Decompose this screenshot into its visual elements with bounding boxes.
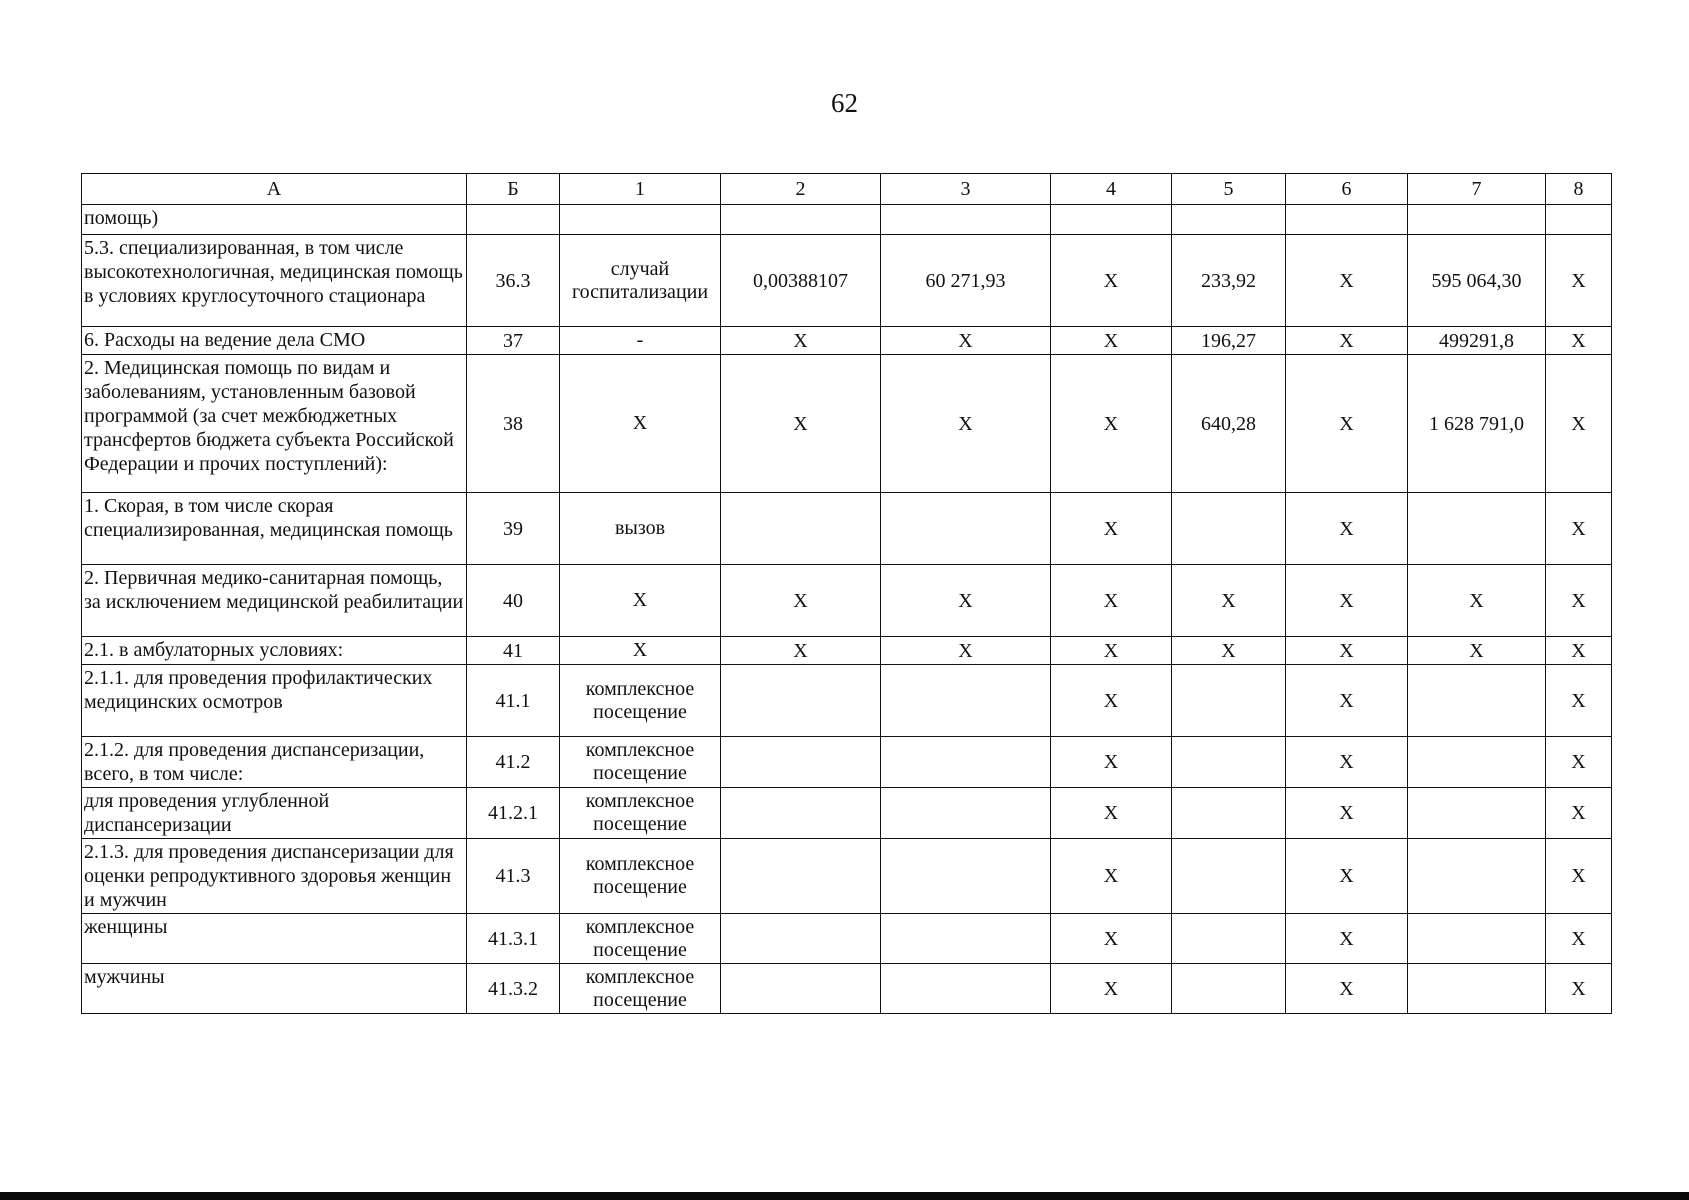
- cell-col4: [1051, 205, 1172, 235]
- cell-col6: Х: [1286, 235, 1408, 327]
- cell-col3: [881, 964, 1051, 1014]
- cell-col7: [1408, 493, 1546, 565]
- data-table: [81, 173, 1612, 1014]
- table-row: [82, 737, 1612, 788]
- cell-col7: 595 064,30: [1408, 235, 1546, 327]
- cell-col6: Х: [1286, 665, 1408, 737]
- cell-name: 2.1. в амбулаторных условиях:: [82, 637, 467, 665]
- cell-col7: Х: [1408, 565, 1546, 637]
- table-body: [82, 205, 1612, 1014]
- header-cell: 8: [1546, 174, 1612, 205]
- cell-name: 2.1.1. для проведения профилактических медицинских осмотров: [82, 665, 467, 737]
- table-row: [82, 493, 1612, 565]
- cell-col5: [1172, 964, 1286, 1014]
- cell-code: 37: [467, 327, 560, 355]
- cell-col4: Х: [1051, 493, 1172, 565]
- cell-col4: Х: [1051, 565, 1172, 637]
- cell-col6: Х: [1286, 565, 1408, 637]
- cell-name: 5.3. специализированная, в том числе высокотехнологичная, медицинская помощь в условиях круглосуточного стационара: [82, 235, 467, 327]
- cell-col8: Х: [1546, 914, 1612, 964]
- table-row: [82, 235, 1612, 327]
- cell-unit: Х: [560, 637, 721, 665]
- cell-code: 41.3.2: [467, 964, 560, 1014]
- cell-name: 2. Первичная медико-санитарная помощь, за исключением медицинской реабилитации: [82, 565, 467, 637]
- cell-col4: Х: [1051, 665, 1172, 737]
- cell-col7: [1408, 737, 1546, 788]
- table-row: [82, 565, 1612, 637]
- cell-unit: комплексное посещение: [560, 914, 721, 964]
- cell-col7: 499291,8: [1408, 327, 1546, 355]
- cell-col2: 0,00388107: [721, 235, 881, 327]
- cell-code: 41.1: [467, 665, 560, 737]
- cell-unit: [560, 205, 721, 235]
- cell-col5: [1172, 493, 1286, 565]
- cell-code: 39: [467, 493, 560, 565]
- cell-col2: [721, 737, 881, 788]
- cell-col8: Х: [1546, 637, 1612, 665]
- cell-col8: Х: [1546, 665, 1612, 737]
- page-number: 62: [831, 88, 858, 118]
- cell-col8: Х: [1546, 493, 1612, 565]
- table-row: [82, 964, 1612, 1014]
- cell-col8: Х: [1546, 235, 1612, 327]
- cell-name: 2. Медицинская помощь по видам и заболеваниям, установленным базовой программой (за счет межбюджетных трансфертов бюджета субъекта Российской Федерации и прочих поступлений):: [82, 355, 467, 493]
- cell-col2: [721, 493, 881, 565]
- cell-col8: Х: [1546, 737, 1612, 788]
- cell-col7: [1408, 839, 1546, 914]
- cell-col8: [1546, 205, 1612, 235]
- cell-col7: 1 628 791,0: [1408, 355, 1546, 493]
- cell-unit: Х: [560, 565, 721, 637]
- cell-col5: 196,27: [1172, 327, 1286, 355]
- cell-col7: [1408, 914, 1546, 964]
- header-cell: 3: [881, 174, 1051, 205]
- scan-edge-bar: [0, 1192, 1689, 1200]
- cell-col8: Х: [1546, 327, 1612, 355]
- cell-col6: Х: [1286, 355, 1408, 493]
- cell-col3: [881, 493, 1051, 565]
- cell-col3: Х: [881, 327, 1051, 355]
- cell-name: 2.1.2. для проведения диспансеризации, всего, в том числе:: [82, 737, 467, 788]
- cell-unit: комплексное посещение: [560, 737, 721, 788]
- table-row: [82, 665, 1612, 737]
- cell-name: 6. Расходы на ведение дела СМО: [82, 327, 467, 355]
- cell-col4: Х: [1051, 788, 1172, 839]
- header-cell: Б: [467, 174, 560, 205]
- cell-col2: [721, 205, 881, 235]
- cell-col3: [881, 788, 1051, 839]
- cell-col3: [881, 737, 1051, 788]
- header-cell: А: [82, 174, 467, 205]
- cell-col5: Х: [1172, 565, 1286, 637]
- cell-name: 2.1.3. для проведения диспансеризации для оценки репродуктивного здоровья женщин и мужчин: [82, 839, 467, 914]
- cell-col2: [721, 839, 881, 914]
- cell-unit: комплексное посещение: [560, 788, 721, 839]
- cell-col4: Х: [1051, 637, 1172, 665]
- cell-col8: Х: [1546, 355, 1612, 493]
- header-row: [82, 174, 1612, 205]
- cell-col4: Х: [1051, 737, 1172, 788]
- cell-col3: Х: [881, 355, 1051, 493]
- cell-col3: Х: [881, 637, 1051, 665]
- cell-unit: комплексное посещение: [560, 665, 721, 737]
- cell-code: 41: [467, 637, 560, 665]
- cell-col3: 60 271,93: [881, 235, 1051, 327]
- cell-code: 41.3.1: [467, 914, 560, 964]
- cell-name: женщины: [82, 914, 467, 964]
- cell-col6: [1286, 205, 1408, 235]
- cell-col8: Х: [1546, 788, 1612, 839]
- cell-col8: Х: [1546, 964, 1612, 1014]
- cell-name: для проведения углубленной диспансеризации: [82, 788, 467, 839]
- cell-col7: Х: [1408, 637, 1546, 665]
- cell-col4: Х: [1051, 355, 1172, 493]
- cell-col5: 233,92: [1172, 235, 1286, 327]
- cell-unit: комплексное посещение: [560, 839, 721, 914]
- cell-name: мужчины: [82, 964, 467, 1014]
- header-cell: 4: [1051, 174, 1172, 205]
- cell-unit: комплексное посещение: [560, 964, 721, 1014]
- table-row: [82, 205, 1612, 235]
- header-cell: 1: [560, 174, 721, 205]
- cell-col7: [1408, 964, 1546, 1014]
- cell-col2: [721, 665, 881, 737]
- cell-col7: [1408, 205, 1546, 235]
- cell-col4: Х: [1051, 235, 1172, 327]
- cell-col6: Х: [1286, 788, 1408, 839]
- cell-name: помощь): [82, 205, 467, 235]
- cell-col6: Х: [1286, 637, 1408, 665]
- header-cell: 7: [1408, 174, 1546, 205]
- cell-col2: Х: [721, 355, 881, 493]
- table-row: [82, 637, 1612, 665]
- table-row: [82, 788, 1612, 839]
- cell-col3: [881, 839, 1051, 914]
- cell-col3: [881, 205, 1051, 235]
- cell-col8: Х: [1546, 839, 1612, 914]
- table-row: [82, 839, 1612, 914]
- cell-col5: [1172, 205, 1286, 235]
- cell-col5: [1172, 839, 1286, 914]
- cell-col3: [881, 914, 1051, 964]
- cell-code: 38: [467, 355, 560, 493]
- header-cell: 2: [721, 174, 881, 205]
- cell-col2: [721, 914, 881, 964]
- cell-col6: Х: [1286, 493, 1408, 565]
- cell-col2: Х: [721, 565, 881, 637]
- cell-col4: Х: [1051, 327, 1172, 355]
- cell-col6: Х: [1286, 327, 1408, 355]
- cell-col5: Х: [1172, 637, 1286, 665]
- cell-col6: Х: [1286, 839, 1408, 914]
- cell-unit: случай госпитализации: [560, 235, 721, 327]
- table-row: [82, 355, 1612, 493]
- cell-col5: 640,28: [1172, 355, 1286, 493]
- cell-col6: Х: [1286, 964, 1408, 1014]
- table-row: [82, 914, 1612, 964]
- cell-code: 41.3: [467, 839, 560, 914]
- cell-col4: Х: [1051, 964, 1172, 1014]
- cell-col2: [721, 964, 881, 1014]
- header-cell: 6: [1286, 174, 1408, 205]
- cell-col5: [1172, 914, 1286, 964]
- cell-unit: Х: [560, 355, 721, 493]
- cell-unit: вызов: [560, 493, 721, 565]
- cell-col6: Х: [1286, 914, 1408, 964]
- cell-col3: [881, 665, 1051, 737]
- cell-code: 40: [467, 565, 560, 637]
- cell-col5: [1172, 788, 1286, 839]
- cell-col5: [1172, 665, 1286, 737]
- cell-code: 41.2.1: [467, 788, 560, 839]
- cell-col4: Х: [1051, 839, 1172, 914]
- cell-col3: Х: [881, 565, 1051, 637]
- cell-code: 41.2: [467, 737, 560, 788]
- cell-col6: Х: [1286, 737, 1408, 788]
- header-cell: 5: [1172, 174, 1286, 205]
- cell-col4: Х: [1051, 914, 1172, 964]
- cell-col7: [1408, 788, 1546, 839]
- cell-col2: Х: [721, 327, 881, 355]
- cell-col5: [1172, 737, 1286, 788]
- cell-code: [467, 205, 560, 235]
- cell-name: 1. Скорая, в том числе скорая специализированная, медицинская помощь: [82, 493, 467, 565]
- table-row: [82, 327, 1612, 355]
- cell-code: 36.3: [467, 235, 560, 327]
- cell-col7: [1408, 665, 1546, 737]
- cell-col8: Х: [1546, 565, 1612, 637]
- cell-col2: [721, 788, 881, 839]
- cell-col2: Х: [721, 637, 881, 665]
- cell-unit: -: [560, 327, 721, 355]
